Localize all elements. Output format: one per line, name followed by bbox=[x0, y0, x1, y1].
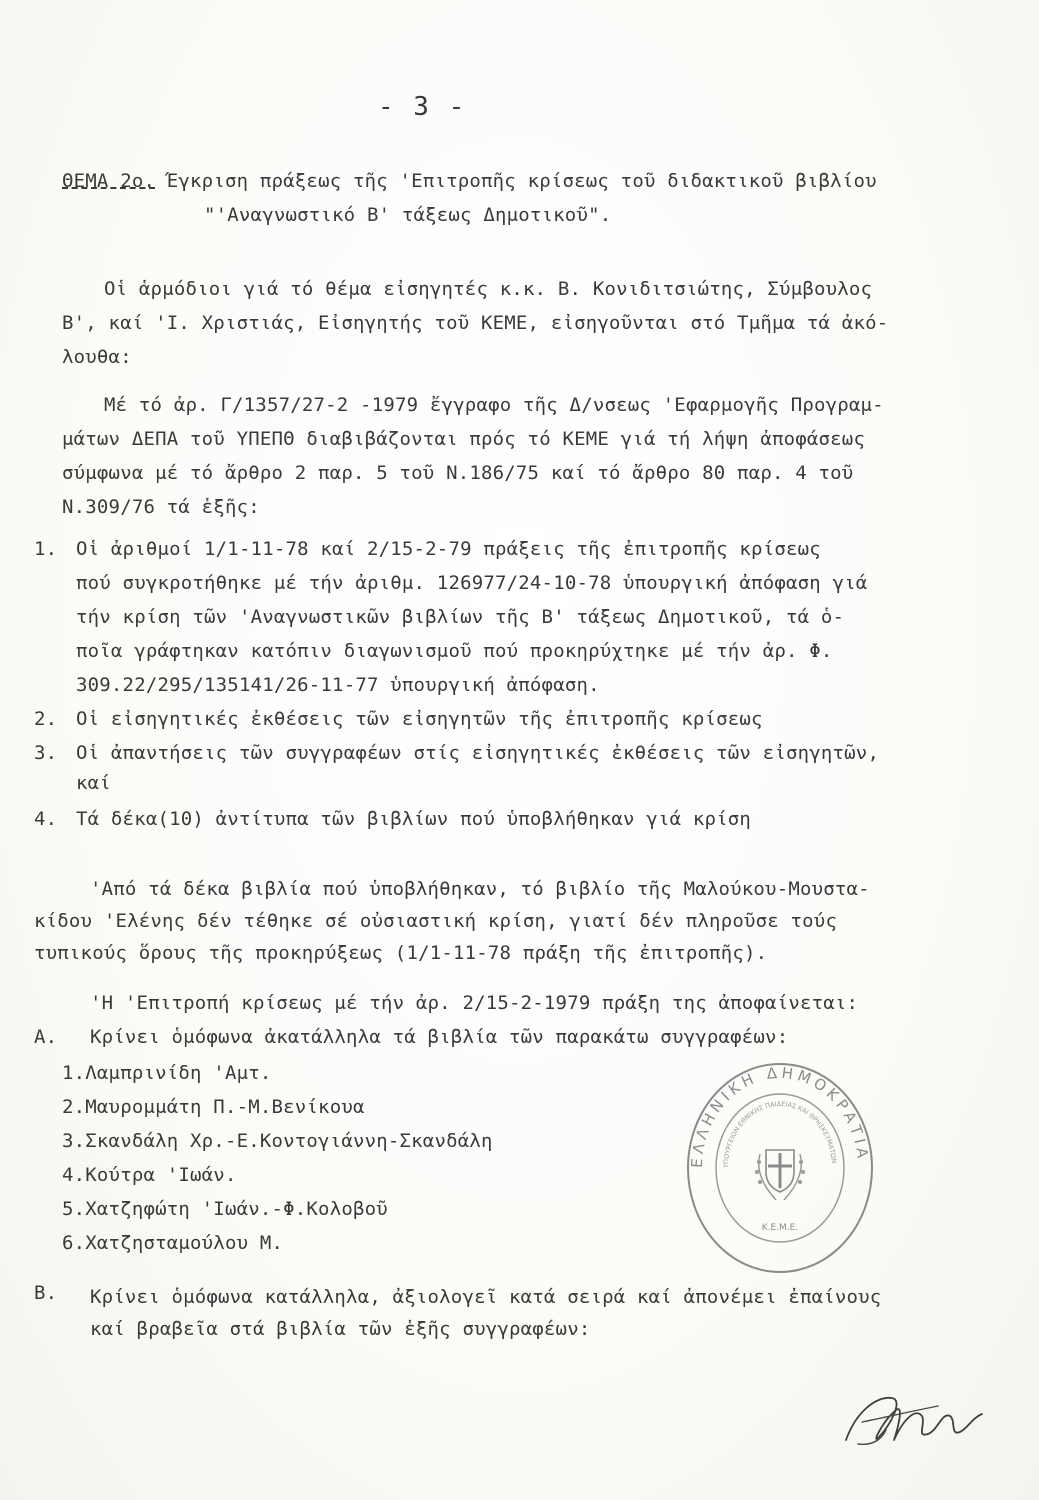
seal-inner-text: ΥΠΟΥΡΓΕΙΟΝ ΕΘΝΙΚΗΣ ΠΑΙΔΕΙΑΣ ΚΑΙ ΘΡΗΣΚΕΥΜΑΤΩΝ bbox=[721, 1099, 838, 1169]
author-a-3: 3.Σκανδάλη Χρ.-Ε.Κοντογιάννη-Σκανδάλη bbox=[62, 1130, 493, 1152]
item-3-line-2: καί bbox=[76, 772, 111, 794]
seal-outer-text: ΕΛΛΗΝΙΚΗ ΔΗΜΟΚΡΑΤΙΑ bbox=[687, 1063, 872, 1169]
topic-title-text: Έγκριση πράξεως τῆς 'Επιτροπῆς κρίσεως τοῦ διδακτικοῦ βιβλίου bbox=[166, 170, 877, 192]
section-b-letter: Β. bbox=[34, 1282, 58, 1304]
para1-line-2: μάτων ΔΕΠΑ τοῦ ΥΠΕΠΘ διαβιβάζονται πρός τό ΚΕΜΕ γιά τή λήψη ἀποφάσεως bbox=[62, 428, 866, 450]
topic-label: ΘΕΜΑ 2ο. bbox=[62, 170, 156, 192]
author-a-6: 6.Χατζησταμούλου Μ. bbox=[62, 1232, 284, 1254]
para2-line-1: 'Από τά δέκα βιβλία πού ὑποβλήθηκαν, τό βιβλίο τῆς Μαλούκου-Μουστα- bbox=[90, 878, 870, 900]
topic-title-line-1 bbox=[62, 168, 877, 194]
coat-of-arms-icon bbox=[755, 1150, 805, 1200]
para1-line-3: σύμφωνα μέ τό ἄρθρο 2 παρ. 5 τοῦ Ν.186/75 καί τό ἄρθρο 80 παρ. 4 τοῦ bbox=[62, 462, 854, 484]
intro-line-1: Οἱ ἁρμόδιοι γιά τό θέμα εἰσηγητές κ.κ. Β. Κονιδιτσιώτης, Σύμβουλος bbox=[104, 278, 873, 300]
item-1-line-1: Οἱ ἀριθμοί 1/1-11-78 καί 2/15-2-79 πράξεις τῆς ἐπιτροπῆς κρίσεως bbox=[76, 538, 821, 560]
para1-line-4: Ν.309/76 τά ἑξῆς: bbox=[62, 496, 260, 518]
item-1-number: 1. bbox=[34, 538, 58, 560]
item-3-line-1: Οἱ ἀπαντήσεις τῶν συγγραφέων στίς εἰσηγητικές ἐκθέσεις τῶν εἰσηγητῶν, bbox=[76, 742, 880, 764]
para2-line-3: τυπικούς ὅρους τῆς προκηρύξεως (1/1-11-78 πράξη τῆς ἐπιτροπῆς). bbox=[34, 942, 768, 964]
section-a-letter: Α. bbox=[34, 1026, 58, 1048]
author-a-2: 2.Μαυρομμάτη Π.-Μ.Βενίκουα bbox=[62, 1096, 365, 1118]
handwritten-signature bbox=[838, 1382, 988, 1462]
item-2-line-1: Οἱ εἰσηγητικές ἐκθέσεις τῶν εἰσηγητῶν τῆς ἐπιτροπῆς κρίσεως bbox=[76, 708, 763, 730]
item-4-line-1: Τά δέκα(10) ἀντίτυπα τῶν βιβλίων πού ὑποβλήθηκαν γιά κρίση bbox=[76, 808, 752, 830]
item-1-line-5: 309.22/295/135141/26-11-77 ὑπουργική ἀπόφαση. bbox=[76, 674, 600, 696]
decision-line: 'Η 'Επιτροπή κρίσεως μέ τήν ἀρ. 2/15-2-1979 πράξη της ἀποφαίνεται: bbox=[90, 992, 859, 1014]
official-seal bbox=[680, 1058, 880, 1278]
svg-text:ΕΛΛΗΝΙΚΗ ΔΗΜΟΚΡΑΤΙΑ bbox=[688, 1064, 872, 1169]
author-a-1: 1.Λαμπρινίδη 'Αμτ. bbox=[62, 1062, 272, 1084]
para2-line-2: κίδου 'Ελένης δέν τέθηκε σέ οὐσιαστική κρίση, γιατί δέν πληροῦσε τούς bbox=[34, 910, 838, 932]
section-b-line-2: καί βραβεῖα στά βιβλία τῶν ἑξῆς συγγραφέων: bbox=[90, 1318, 591, 1340]
intro-line-2: Β', καί 'Ι. Χριστιάς, Εἰσηγητής τοῦ ΚΕΜΕ, εἰσηγοῦνται στό Τμῆμα τά ἀκό- bbox=[62, 312, 889, 334]
topic-title-line-2: "'Αναγνωστικό Β' τάξεως Δημοτικοῦ". bbox=[204, 204, 612, 226]
intro-line-3: λουθα: bbox=[62, 346, 132, 368]
seal-bottom-text: Κ.Ε.Μ.Ε. bbox=[761, 1223, 799, 1233]
item-1-line-2: πού συγκροτήθηκε μέ τήν ἀριθμ. 126977/24-10-78 ὑπουργική ἀπόφαση γιά bbox=[76, 572, 868, 594]
item-4-number: 4. bbox=[34, 808, 58, 830]
author-a-5: 5.Χατζηφώτη 'Ιωάν.-Φ.Κολοβοῦ bbox=[62, 1198, 388, 1220]
item-1-line-4: ποῖα γράφτηκαν κατόπιν διαγωνισμοῦ πού προκηρύχτηκε μέ τήν ἀρ. Φ. bbox=[76, 640, 833, 662]
item-1-line-3: τήν κρίση τῶν 'Αναγνωστικῶν βιβλίων τῆς Β' τάξεως Δημοτικοῦ, τά ὁ- bbox=[76, 606, 845, 628]
page-number: - 3 - bbox=[378, 92, 467, 122]
author-a-4: 4.Κούτρα 'Ιωάν. bbox=[62, 1164, 237, 1186]
item-2-number: 2. bbox=[34, 708, 58, 730]
item-3-number: 3. bbox=[34, 742, 58, 764]
section-b-line-1: Κρίνει ὁμόφωνα κατάλληλα, ἀξιολογεῖ κατά σειρά καί ἀπονέμει ἐπαίνους bbox=[90, 1286, 882, 1308]
section-a-text: Κρίνει ὁμόφωνα ἀκατάλληλα τά βιβλία τῶν παρακάτω συγγραφέων: bbox=[90, 1026, 789, 1048]
para1-line-1: Μέ τό ἀρ. Γ/1357/27-2 -1979 ἔγγραφο τῆς Δ/νσεως 'Εφαρμογῆς Προγραμ- bbox=[104, 394, 884, 416]
